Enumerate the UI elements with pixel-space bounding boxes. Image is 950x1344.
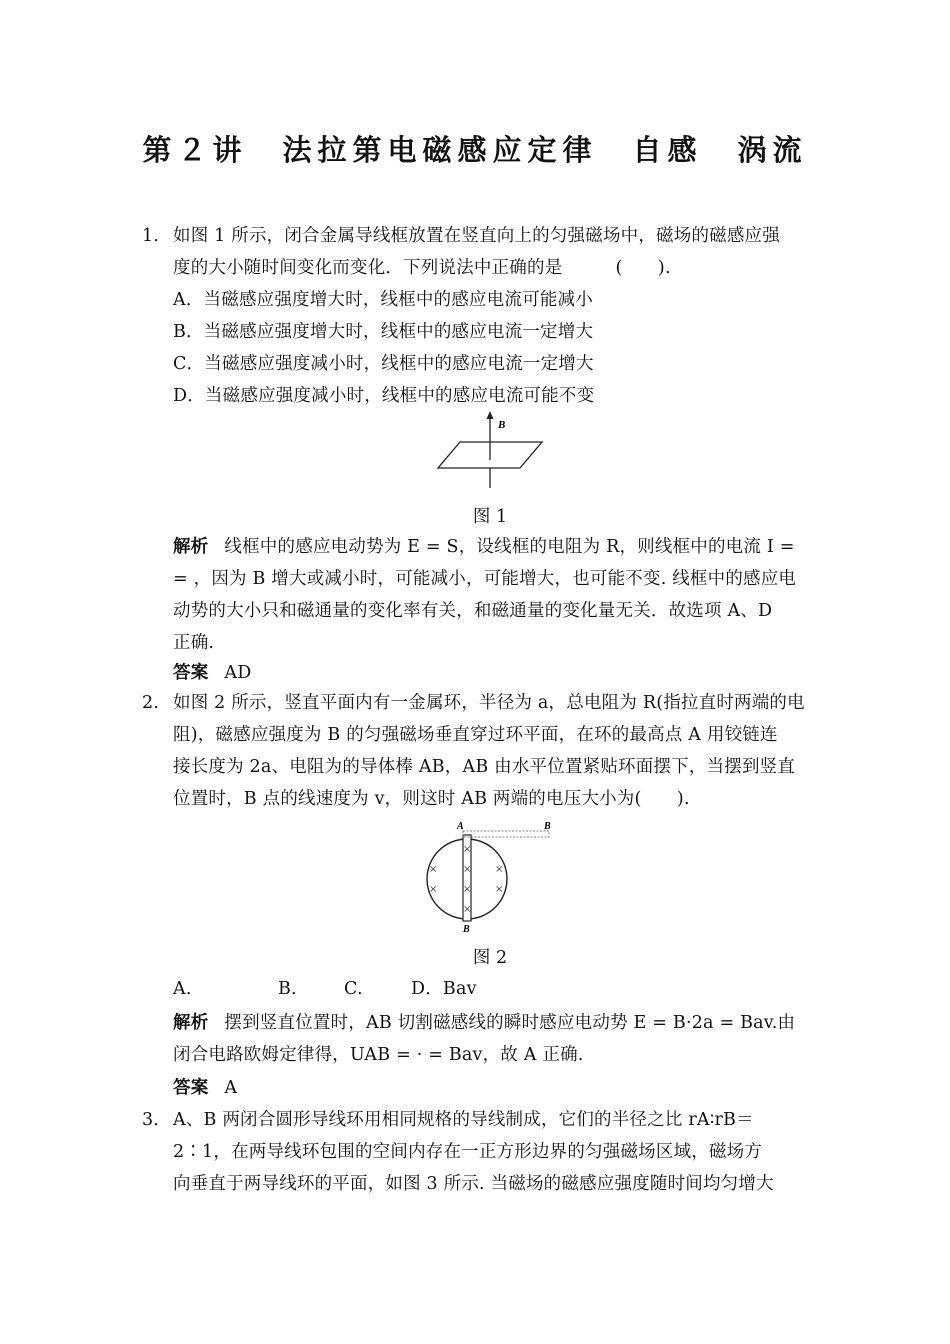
page-title: 第２讲 法拉第电磁感应定律 自感 涡流 <box>142 133 808 167</box>
analysis-1-line-2: = ，因为 B 增大或减小时，可能减小，可能增大，也可能不变. 线框中的感应电 <box>173 569 797 589</box>
figure-1-caption: 图 1 <box>472 507 508 527</box>
question-1-line-2: 度的大小随时间变化而变化．下列说法中正确的是 ( ). <box>173 258 671 278</box>
question-2-number: 2. <box>142 693 160 713</box>
figure-2-label-b-top: B <box>544 821 551 832</box>
answer-1-label: 答案 <box>173 663 209 683</box>
question-3-line-1: A、B 两闭合圆形导线环用相同规格的导线制成，它们的半径之比 rA∶rB＝ <box>173 1110 754 1130</box>
question-2-option-d: D．Bav <box>411 979 477 999</box>
analysis-1-line-1: 线框中的感应电动势为 E = S，设线框的电阻为 R，则线框中的电流 I = <box>224 537 795 557</box>
question-2-option-c: C. <box>344 979 363 999</box>
answer-2-value: A <box>224 1078 238 1098</box>
question-1-option-d: D．当磁感应强度减小时，线框中的感应电流可能不变 <box>173 386 595 406</box>
field-mark: × <box>429 884 438 895</box>
field-mark: × <box>463 864 472 875</box>
answer-2-label: 答案 <box>173 1078 209 1098</box>
figure-2-label-a: A <box>457 821 464 832</box>
question-3-number: 3． <box>142 1110 172 1130</box>
question-2-option-b: B. <box>278 979 297 999</box>
question-3-line-2: 2∶1，在两导线环包围的空间内存在一正方形边界的匀强磁场区域，磁场方 <box>173 1142 763 1162</box>
field-mark: × <box>495 864 504 875</box>
field-mark: × <box>463 904 472 915</box>
analysis-1-line-3: 动势的大小只和磁通量的变化率有关，和磁通量的变化量无关．故选项 A、D <box>173 601 773 621</box>
figure-1-diagram <box>430 408 550 494</box>
field-mark: × <box>463 844 472 855</box>
field-mark: × <box>463 884 472 895</box>
figure-2-caption: 图 2 <box>472 948 508 968</box>
analysis-2-label: 解析 <box>173 1013 209 1033</box>
question-2-line-2: 阻)，磁感应强度为 B 的匀强磁场垂直穿过环平面，在环的最高点 A 用铰链连 <box>173 725 778 745</box>
question-3-line-3: 向垂直于两导线环的平面，如图 3 所示. 当磁场的磁感应强度随时间均匀增大 <box>173 1174 774 1194</box>
analysis-1-line-4: 正确. <box>173 633 215 653</box>
question-2-option-a: A. <box>173 979 192 999</box>
figure-1-label-b: B <box>498 419 506 431</box>
question-2-line-4: 位置时，B 点的线速度为 v，则这时 AB 两端的电压大小为( ). <box>173 789 690 809</box>
question-1-option-a: A．当磁感应强度增大时，线框中的感应电流可能减小 <box>173 290 593 310</box>
analysis-2-line-2: 闭合电路欧姆定律得，UAB = · = Bav，故 A 正确. <box>173 1045 584 1065</box>
field-mark: × <box>495 884 504 895</box>
figure-2-label-b-bottom: B <box>463 924 470 935</box>
question-2-line-3: 接长度为 2a、电阻为的导体棒 AB，AB 由水平位置紧贴环面摆下，当摆到竖直 <box>173 757 796 777</box>
answer-1-value: AD <box>224 663 252 683</box>
question-1-line-1: 如图 1 所示，闭合金属导线框放置在竖直向上的匀强磁场中，磁场的磁感应强 <box>173 226 780 246</box>
question-1-option-b: B．当磁感应强度增大时，线框中的感应电流一定增大 <box>173 322 594 342</box>
question-1-number: 1. <box>142 226 160 246</box>
figure-2-diagram <box>420 816 560 936</box>
analysis-2-line-1: 摆到竖直位置时，AB 切割磁感线的瞬时感应电动势 E = B·2a = Bav.由 <box>224 1013 796 1033</box>
question-2-line-1: 如图 2 所示，竖直平面内有一金属环，半径为 a，总电阻为 R(指拉直时两端的电 <box>173 693 805 713</box>
field-mark: × <box>429 864 438 875</box>
analysis-1-label: 解析 <box>173 537 209 557</box>
question-1-option-c: C．当磁感应强度减小时，线框中的感应电流一定增大 <box>173 354 594 374</box>
